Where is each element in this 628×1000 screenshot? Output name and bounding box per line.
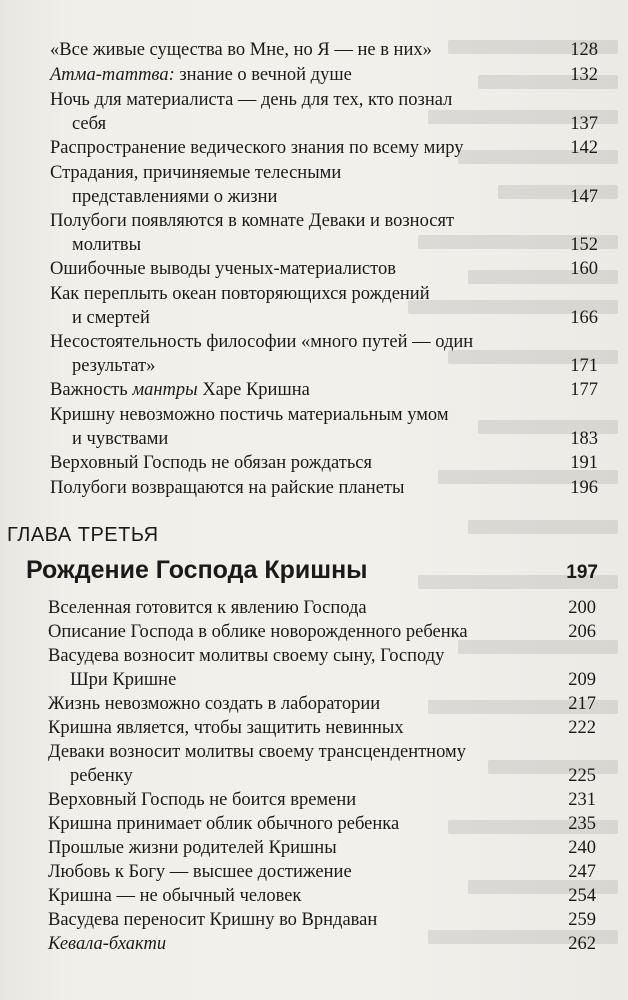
- toc-entry-title: [50, 136, 520, 160]
- toc-entry: [50, 63, 598, 87]
- toc-entry-title-part: Васудева переносит Кришну во Врндаван: [48, 910, 378, 930]
- toc-entry-title-continuation: представлениями о жизни: [72, 187, 278, 207]
- toc-entry-title-continuation: молитвы: [72, 235, 142, 255]
- toc-entry-title: [48, 692, 518, 716]
- toc-entry: [50, 257, 598, 281]
- toc-entry-title-part: Атма-таттва:: [50, 65, 175, 85]
- toc-entry-page-number: 259: [568, 910, 596, 930]
- toc-entry-title: [48, 620, 518, 644]
- toc-entry-title-part: Ночь для материалиста — день для тех, кто познал: [50, 90, 453, 110]
- toc-entry-title-part: знание о вечной душе: [174, 65, 352, 85]
- toc-entry: [50, 136, 598, 160]
- toc-entry-title: [48, 716, 518, 740]
- toc-entry-page-number: 262: [568, 934, 596, 954]
- toc-entry-page-number: 142: [570, 138, 598, 158]
- toc-entry: [48, 788, 596, 812]
- toc-entry-title: [50, 403, 520, 451]
- toc-entry-title-part: мантры: [132, 380, 198, 400]
- toc-entry-title: [50, 476, 520, 500]
- toc-entry: [48, 740, 596, 788]
- toc-entry-page-number: 196: [570, 478, 598, 498]
- toc-entry-page-number: 247: [568, 862, 596, 882]
- toc-entry-title-continuation: результат»: [72, 356, 156, 376]
- toc-entry-title-part: Кришна — не обычный человек: [48, 886, 302, 906]
- toc-entry-title-part: Кришна является, чтобы защитить невинных: [48, 718, 404, 738]
- toc-entry-page-number: 171: [570, 356, 598, 376]
- toc-entry: [48, 884, 596, 908]
- toc-entry: [48, 836, 596, 860]
- toc-entry: [50, 282, 598, 330]
- toc-entry-page-number: 160: [570, 259, 598, 279]
- toc-entry-page-number: 225: [568, 766, 596, 786]
- toc-entry-title-part: Распространение ведического знания по всему миру: [50, 138, 464, 158]
- toc-entry-title-part: «Все живые существа во Мне, но Я — не в них»: [50, 40, 432, 60]
- toc-entry-title-continuation: и смертей: [72, 308, 150, 328]
- toc-entry-title-part: Несостоятельность философии «много путей — один: [50, 332, 474, 352]
- toc-entry-title-part: Кришну невозможно постичь материальным умом: [50, 405, 449, 425]
- chapter-page-number: 197: [566, 562, 598, 583]
- toc-entry-title: [50, 88, 520, 136]
- toc-entry-page-number: 209: [568, 670, 596, 690]
- toc-entry-title-continuation: Шри Кришне: [70, 670, 177, 690]
- toc-entry-title: [50, 378, 520, 402]
- toc-entry-page-number: 240: [568, 838, 596, 858]
- toc-entry-title: [48, 596, 518, 620]
- toc-entry-title: [48, 644, 518, 692]
- toc-entry-title-part: Кришна принимает облик обычного ребенка: [48, 814, 400, 834]
- toc-entry-title-part: Васудева возносит молитвы своему сыну, Господу: [48, 646, 445, 666]
- toc-entry-title-part: Кевала-бхакти: [48, 934, 167, 954]
- toc-entry-page-number: 231: [568, 790, 596, 810]
- toc-entry-page-number: 222: [568, 718, 596, 738]
- chapter-title: Рождение Господа Кришны: [26, 556, 368, 584]
- toc-entry-title: [50, 330, 520, 378]
- toc-entry: [50, 88, 598, 136]
- toc-entry-page-number: 166: [570, 308, 598, 328]
- toc-entry: [50, 330, 598, 378]
- bleed-line: [468, 520, 618, 534]
- toc-entry-page-number: 177: [570, 380, 598, 400]
- toc-entry-title: [50, 161, 520, 209]
- toc-entry-title: [48, 836, 518, 860]
- toc-entry-title-part: Любовь к Богу — высшее достижение: [48, 862, 352, 882]
- toc-entry-title: [48, 932, 518, 956]
- toc-entry-title-part: Верховный Господь не боится времени: [48, 790, 357, 810]
- toc-entry-title-part: Страдания, причиняемые телесными: [50, 163, 342, 183]
- toc-entry-page-number: 206: [568, 622, 596, 642]
- toc-entry-title: [50, 451, 520, 475]
- toc-entry-page-number: 137: [570, 114, 598, 134]
- toc-entry-title-part: Харе Кришна: [197, 380, 310, 400]
- toc-entry-title: [48, 908, 518, 932]
- toc-entry: [50, 451, 598, 475]
- toc-entry-title-continuation: и чувствами: [72, 429, 169, 449]
- toc-entry-title-part: Важность: [50, 380, 133, 400]
- toc-entry-title: [50, 38, 520, 62]
- toc-entry-title-part: Ошибочные выводы ученых-материалистов: [50, 259, 396, 279]
- toc-entry: [50, 378, 598, 402]
- toc-entry: [48, 932, 596, 956]
- toc-entry-title-part: Полубоги появляются в комнате Деваки и возносят: [50, 211, 455, 231]
- toc-entry: [48, 908, 596, 932]
- toc-entry-title: [48, 788, 518, 812]
- toc-entry-page-number: 147: [570, 187, 598, 207]
- toc-entry: [48, 812, 596, 836]
- toc-entry: [48, 620, 596, 644]
- toc-entry-page-number: 235: [568, 814, 596, 834]
- toc-entry-title: [50, 257, 520, 281]
- toc-entry-page-number: 183: [570, 429, 598, 449]
- toc-entry-page-number: 128: [570, 40, 598, 60]
- toc-entry: [48, 644, 596, 692]
- toc-entry: [48, 860, 596, 884]
- toc-entry: [48, 596, 596, 620]
- toc-entry-title-part: Вселенная готовится к явлению Господа: [48, 598, 367, 618]
- toc-entry-title: [48, 884, 518, 908]
- toc-entry-title-part: Жизнь невозможно создать в лаборатории: [48, 694, 381, 714]
- toc-entry-page-number: 152: [570, 235, 598, 255]
- toc-entry-title-part: Описание Господа в облике новорожденного ребенка: [48, 622, 468, 642]
- toc-entry-page-number: 132: [570, 65, 598, 85]
- toc-entry-title-part: Верховный Господь не обязан рождаться: [50, 453, 372, 473]
- toc-entry: [50, 476, 598, 500]
- toc-entry: [50, 403, 598, 451]
- toc-entry-page-number: 200: [568, 598, 596, 618]
- toc-entry: [50, 38, 598, 62]
- toc-entry: [48, 716, 596, 740]
- toc-entry-page-number: 217: [568, 694, 596, 714]
- toc-entry-title-part: Полубоги возвращаются на райские планеты: [50, 478, 405, 498]
- toc-entry-title-part: Как переплыть океан повторяющихся рождений: [50, 284, 430, 304]
- toc-entry-page-number: 191: [570, 453, 598, 473]
- toc-entry: [50, 161, 598, 209]
- toc-entry-title-continuation: себя: [72, 114, 107, 134]
- toc-entry-page-number: 254: [568, 886, 596, 906]
- toc-entry: [50, 209, 598, 257]
- toc-entry-title-part: Деваки возносит молитвы своему трансцендентному: [48, 742, 466, 762]
- toc-entry-title: [50, 209, 520, 257]
- toc-entry: [48, 692, 596, 716]
- toc-entry-title: [48, 740, 518, 788]
- toc-entry-title: [50, 282, 520, 330]
- toc-entry-title-continuation: ребенку: [70, 766, 133, 786]
- toc-entry-title-part: Прошлые жизни родителей Кришны: [48, 838, 337, 858]
- toc-entry-title: [48, 812, 518, 836]
- chapter-label: ГЛАВА ТРЕТЬЯ: [7, 524, 159, 546]
- toc-entry-title: [48, 860, 518, 884]
- toc-entry-title: [50, 63, 520, 87]
